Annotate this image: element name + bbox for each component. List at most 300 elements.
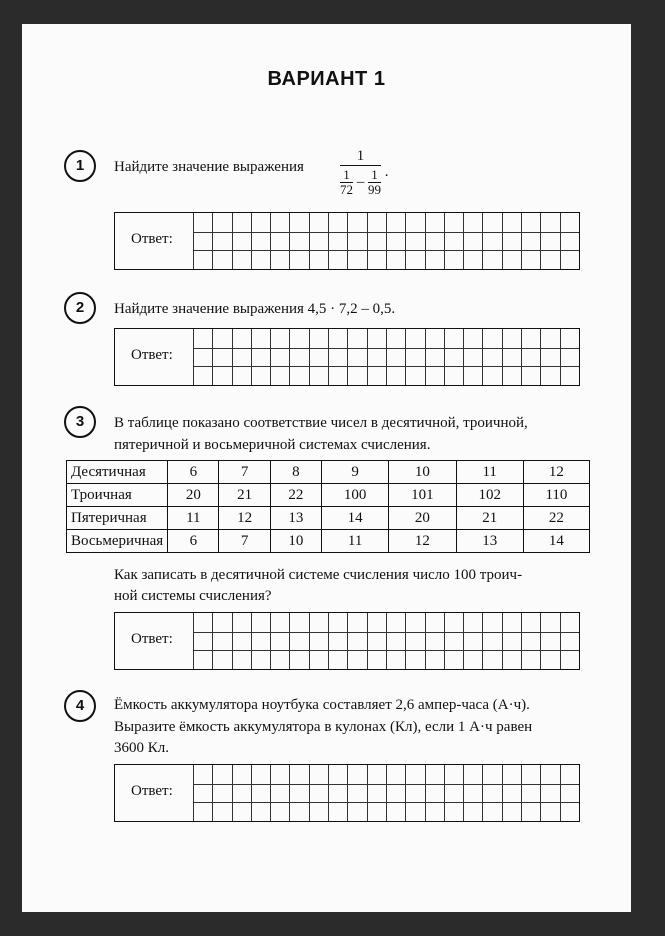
answer-cell[interactable]	[521, 250, 540, 269]
answer-cell[interactable]	[482, 250, 501, 269]
answer-cell[interactable]	[232, 784, 251, 803]
answer-cell[interactable]	[251, 213, 270, 232]
answer-cell[interactable]	[212, 802, 231, 821]
answer-cell[interactable]	[193, 232, 212, 251]
answer-cell[interactable]	[212, 765, 231, 784]
answer-cell[interactable]	[251, 329, 270, 348]
answer-cell[interactable]	[270, 232, 289, 251]
answer-cell[interactable]	[386, 784, 405, 803]
answer-cell[interactable]	[463, 250, 482, 269]
answer-cell[interactable]	[328, 348, 347, 367]
answer-cell[interactable]	[540, 784, 559, 803]
sub-fraction-2-num: 1	[368, 168, 381, 183]
sub-fraction-1-den: 72	[340, 182, 353, 197]
answer-cell[interactable]	[309, 213, 328, 232]
answer-cell[interactable]	[347, 232, 366, 251]
answer-cell[interactable]	[328, 784, 347, 803]
answer-cell[interactable]	[328, 802, 347, 821]
answer-cell[interactable]	[444, 232, 463, 251]
answer-cell[interactable]	[386, 213, 405, 232]
table-row	[67, 461, 590, 484]
answer-cell[interactable]	[405, 348, 424, 367]
answer-cell[interactable]	[367, 802, 386, 821]
question-4-text-line3: 3600 Кл.	[114, 740, 169, 756]
answer-cell[interactable]	[405, 613, 424, 632]
answer-cell[interactable]	[405, 366, 424, 385]
answer-cell[interactable]	[502, 348, 521, 367]
answer-cell[interactable]	[444, 366, 463, 385]
answer-cell[interactable]	[444, 765, 463, 784]
answer-cell[interactable]	[405, 232, 424, 251]
answer-cell[interactable]	[405, 329, 424, 348]
answer-cell[interactable]	[347, 802, 366, 821]
table-cell: 6	[168, 461, 219, 484]
answer-cell[interactable]	[309, 765, 328, 784]
answer-cell[interactable]	[347, 213, 366, 232]
question-3-text-line2: пятеричной и восьмеричной системах счисления.	[114, 437, 431, 453]
answer-label-3: Ответ:	[131, 631, 173, 647]
answer-cell[interactable]	[521, 348, 540, 367]
answer-cell[interactable]	[482, 213, 501, 232]
answer-cell[interactable]	[367, 348, 386, 367]
table-cell: 12	[523, 461, 589, 484]
answer-cell[interactable]	[251, 802, 270, 821]
answer-cell[interactable]	[560, 765, 579, 784]
row-header-cell: Троичная	[67, 484, 168, 507]
answer-box-4[interactable]	[114, 764, 580, 822]
answer-cell[interactable]	[289, 348, 308, 367]
answer-cell[interactable]	[560, 213, 579, 232]
question-number-1: 1	[64, 150, 96, 182]
answer-cell[interactable]	[560, 250, 579, 269]
question-number-3: 3	[64, 406, 96, 438]
answer-cell[interactable]	[560, 232, 579, 251]
answer-cell[interactable]	[251, 784, 270, 803]
answer-cell[interactable]	[328, 232, 347, 251]
answer-cell[interactable]	[425, 213, 444, 232]
answer-cell[interactable]	[251, 632, 270, 651]
answer-cell[interactable]	[386, 348, 405, 367]
answer-cell[interactable]	[193, 348, 212, 367]
answer-cell[interactable]	[405, 765, 424, 784]
answer-cell[interactable]	[270, 366, 289, 385]
table-cell: 12	[389, 530, 456, 553]
table-cell: 11	[168, 507, 219, 530]
answer-cell[interactable]	[328, 650, 347, 669]
page-title: ВАРИАНТ 1	[267, 68, 386, 90]
table-row	[67, 484, 590, 507]
answer-cell[interactable]	[367, 784, 386, 803]
answer-cell[interactable]	[482, 784, 501, 803]
answer-cell[interactable]	[425, 632, 444, 651]
answer-cell[interactable]	[405, 632, 424, 651]
question-3-text-line1: В таблице показано соответствие чисел в десятичной, троичной,	[114, 415, 528, 431]
answer-cell[interactable]	[212, 329, 231, 348]
answer-cell[interactable]	[425, 802, 444, 821]
answer-cell[interactable]	[482, 348, 501, 367]
row-header-cell: Восьмеричная	[67, 530, 168, 553]
answer-cell[interactable]	[289, 250, 308, 269]
answer-cell[interactable]	[482, 765, 501, 784]
answer-cell[interactable]	[347, 329, 366, 348]
answer-cell[interactable]	[521, 613, 540, 632]
answer-cell[interactable]	[444, 348, 463, 367]
answer-box-3[interactable]	[114, 612, 580, 670]
answer-cell[interactable]	[309, 632, 328, 651]
answer-cell[interactable]	[521, 632, 540, 651]
answer-cell[interactable]	[270, 348, 289, 367]
expression-end: .	[384, 163, 389, 180]
answer-cell[interactable]	[232, 213, 251, 232]
answer-cell[interactable]	[482, 613, 501, 632]
answer-cell[interactable]	[212, 348, 231, 367]
table-row	[67, 507, 590, 530]
answer-cell[interactable]	[270, 802, 289, 821]
main-denominator	[340, 166, 381, 197]
answer-cell[interactable]	[270, 250, 289, 269]
answer-cell[interactable]	[560, 632, 579, 651]
answer-cell[interactable]	[328, 613, 347, 632]
answer-cell[interactable]	[193, 765, 212, 784]
answer-cell[interactable]	[367, 650, 386, 669]
answer-cell[interactable]	[251, 765, 270, 784]
answer-cell[interactable]	[463, 765, 482, 784]
answer-cell[interactable]	[540, 232, 559, 251]
answer-cell[interactable]	[232, 632, 251, 651]
answer-cell[interactable]	[482, 366, 501, 385]
answer-cell[interactable]	[463, 650, 482, 669]
answer-cell[interactable]	[212, 650, 231, 669]
answer-cell[interactable]	[425, 650, 444, 669]
answer-cell[interactable]	[502, 784, 521, 803]
answer-cell[interactable]	[463, 632, 482, 651]
table-cell: 7	[219, 461, 270, 484]
answer-cell[interactable]	[386, 650, 405, 669]
table-cell: 6	[168, 530, 219, 553]
minus-sign: –	[356, 173, 365, 190]
answer-cell[interactable]	[328, 250, 347, 269]
answer-cell[interactable]	[482, 329, 501, 348]
answer-cell[interactable]	[232, 329, 251, 348]
answer-cell[interactable]	[251, 250, 270, 269]
answer-cell[interactable]	[502, 213, 521, 232]
answer-cell[interactable]	[328, 213, 347, 232]
answer-cell[interactable]	[367, 329, 386, 348]
answer-cell[interactable]	[386, 802, 405, 821]
answer-cell[interactable]	[463, 213, 482, 232]
answer-cell[interactable]	[540, 250, 559, 269]
answer-cell[interactable]	[540, 632, 559, 651]
table-cell: 14	[523, 530, 589, 553]
answer-cell[interactable]	[444, 329, 463, 348]
answer-cell[interactable]	[540, 366, 559, 385]
answer-cell[interactable]	[502, 632, 521, 651]
answer-cell[interactable]	[502, 329, 521, 348]
answer-cell[interactable]	[405, 650, 424, 669]
answer-cell[interactable]	[502, 802, 521, 821]
answer-cell[interactable]	[251, 366, 270, 385]
answer-cell[interactable]	[212, 366, 231, 385]
answer-cell[interactable]	[347, 632, 366, 651]
answer-cell[interactable]	[425, 765, 444, 784]
answer-cell[interactable]	[232, 232, 251, 251]
table-cell: 21	[219, 484, 270, 507]
sub-fraction-1-num: 1	[340, 168, 353, 183]
answer-cell[interactable]	[502, 250, 521, 269]
answer-cell[interactable]	[405, 213, 424, 232]
answer-cell[interactable]	[367, 232, 386, 251]
table-cell: 11	[456, 461, 523, 484]
answer-cell[interactable]	[232, 765, 251, 784]
answer-cell[interactable]	[309, 802, 328, 821]
answer-cell[interactable]	[289, 232, 308, 251]
table-cell: 7	[219, 530, 270, 553]
answer-cell[interactable]	[502, 613, 521, 632]
answer-cell[interactable]	[193, 784, 212, 803]
table-cell: 110	[523, 484, 589, 507]
answer-cell[interactable]	[386, 613, 405, 632]
answer-cell[interactable]	[193, 632, 212, 651]
answer-cell[interactable]	[463, 613, 482, 632]
table-row	[67, 530, 590, 553]
answer-cell[interactable]	[289, 632, 308, 651]
answer-cell[interactable]	[386, 232, 405, 251]
answer-cell[interactable]	[502, 232, 521, 251]
row-header-cell: Десятичная	[67, 461, 168, 484]
answer-cell[interactable]	[251, 348, 270, 367]
answer-cell[interactable]	[367, 632, 386, 651]
answer-cell[interactable]	[270, 213, 289, 232]
table-cell: 102	[456, 484, 523, 507]
answer-cell[interactable]	[309, 329, 328, 348]
answer-cell[interactable]	[270, 784, 289, 803]
answer-cell[interactable]	[560, 784, 579, 803]
answer-cell[interactable]	[289, 366, 308, 385]
question-1-expression	[340, 148, 389, 197]
answer-cell[interactable]	[444, 802, 463, 821]
table-cell: 8	[270, 461, 321, 484]
answer-cell[interactable]	[482, 802, 501, 821]
answer-cell[interactable]	[444, 613, 463, 632]
answer-cell[interactable]	[347, 348, 366, 367]
answer-cell[interactable]	[405, 784, 424, 803]
answer-cell[interactable]	[367, 765, 386, 784]
answer-cell[interactable]	[367, 213, 386, 232]
answer-cell[interactable]	[309, 613, 328, 632]
answer-cell[interactable]	[540, 348, 559, 367]
answer-cell[interactable]	[502, 650, 521, 669]
answer-cell[interactable]	[540, 613, 559, 632]
answer-cell[interactable]	[386, 632, 405, 651]
answer-cell[interactable]	[270, 329, 289, 348]
answer-cell[interactable]	[482, 632, 501, 651]
answer-cell[interactable]	[405, 250, 424, 269]
answer-cell[interactable]	[540, 802, 559, 821]
answer-cell[interactable]	[309, 784, 328, 803]
answer-cell[interactable]	[328, 366, 347, 385]
answer-cell[interactable]	[270, 765, 289, 784]
answer-cell[interactable]	[463, 784, 482, 803]
answer-cell[interactable]	[289, 765, 308, 784]
answer-label-4: Ответ:	[131, 783, 173, 799]
answer-cell[interactable]	[540, 213, 559, 232]
answer-cell[interactable]	[521, 329, 540, 348]
answer-cell[interactable]	[444, 650, 463, 669]
answer-cell[interactable]	[463, 329, 482, 348]
answer-cell[interactable]	[193, 213, 212, 232]
answer-cell[interactable]	[521, 650, 540, 669]
answer-cell[interactable]	[560, 366, 579, 385]
answer-cell[interactable]	[347, 250, 366, 269]
answer-cell[interactable]	[386, 765, 405, 784]
answer-cell[interactable]	[463, 348, 482, 367]
answer-grid-2[interactable]	[193, 329, 579, 385]
answer-cell[interactable]	[309, 232, 328, 251]
answer-cell[interactable]	[193, 613, 212, 632]
answer-grid-4[interactable]	[193, 765, 579, 821]
table-cell: 10	[389, 461, 456, 484]
answer-cell[interactable]	[560, 348, 579, 367]
answer-cell[interactable]	[289, 213, 308, 232]
answer-cell[interactable]	[212, 232, 231, 251]
question-number-4: 4	[64, 690, 96, 722]
answer-cell[interactable]	[347, 650, 366, 669]
answer-cell[interactable]	[309, 650, 328, 669]
answer-cell[interactable]	[328, 765, 347, 784]
answer-cell[interactable]	[328, 632, 347, 651]
answer-cell[interactable]	[367, 250, 386, 269]
sub-fraction-1	[340, 168, 353, 197]
answer-box-2[interactable]	[114, 328, 580, 386]
answer-cell[interactable]	[347, 765, 366, 784]
sub-fraction-2	[368, 168, 381, 197]
answer-cell[interactable]	[463, 232, 482, 251]
answer-cell[interactable]	[425, 613, 444, 632]
answer-cell[interactable]	[444, 632, 463, 651]
answer-cell[interactable]	[232, 613, 251, 632]
question-2-text: Найдите значение выражения 4,5 · 7,2 – 0,5.	[114, 301, 396, 317]
answer-cell[interactable]	[251, 232, 270, 251]
answer-box-1[interactable]	[114, 212, 580, 270]
table-cell: 20	[168, 484, 219, 507]
question-4-text-line2: Выразите ёмкость аккумулятора в кулонах (Кл), если 1 А·ч равен	[114, 719, 533, 735]
worksheet-page	[22, 24, 631, 912]
answer-grid-3[interactable]	[193, 613, 579, 669]
table-cell: 100	[321, 484, 388, 507]
answer-cell[interactable]	[212, 632, 231, 651]
answer-cell[interactable]	[193, 650, 212, 669]
question-number-2: 2	[64, 292, 96, 324]
question-3-prompt-line1: Как записать в десятичной системе счисления число 100 троич-	[114, 567, 523, 583]
answer-cell[interactable]	[560, 329, 579, 348]
answer-cell[interactable]	[232, 348, 251, 367]
answer-cell[interactable]	[270, 632, 289, 651]
answer-cell[interactable]	[521, 213, 540, 232]
answer-cell[interactable]	[482, 232, 501, 251]
answer-cell[interactable]	[289, 802, 308, 821]
answer-cell[interactable]	[193, 250, 212, 269]
answer-cell[interactable]	[347, 613, 366, 632]
answer-cell[interactable]	[425, 250, 444, 269]
answer-cell[interactable]	[482, 650, 501, 669]
answer-cell[interactable]	[386, 366, 405, 385]
answer-cell[interactable]	[212, 250, 231, 269]
answer-cell[interactable]	[232, 802, 251, 821]
answer-cell[interactable]	[270, 650, 289, 669]
answer-cell[interactable]	[289, 329, 308, 348]
answer-label-2: Ответ:	[131, 347, 173, 363]
answer-cell[interactable]	[251, 650, 270, 669]
answer-cell[interactable]	[232, 650, 251, 669]
answer-cell[interactable]	[289, 650, 308, 669]
answer-cell[interactable]	[367, 613, 386, 632]
answer-cell[interactable]	[309, 348, 328, 367]
answer-cell[interactable]	[367, 366, 386, 385]
answer-cell[interactable]	[425, 348, 444, 367]
answer-cell[interactable]	[425, 784, 444, 803]
answer-cell[interactable]	[212, 613, 231, 632]
answer-cell[interactable]	[463, 802, 482, 821]
answer-cell[interactable]	[521, 232, 540, 251]
answer-cell[interactable]	[463, 366, 482, 385]
question-1-text: Найдите значение выражения	[114, 159, 304, 175]
answer-grid-1[interactable]	[193, 213, 579, 269]
answer-cell[interactable]	[444, 250, 463, 269]
answer-cell[interactable]	[560, 802, 579, 821]
answer-cell[interactable]	[560, 613, 579, 632]
answer-cell[interactable]	[289, 784, 308, 803]
answer-cell[interactable]	[232, 366, 251, 385]
table-cell: 12	[219, 507, 270, 530]
answer-cell[interactable]	[386, 329, 405, 348]
answer-cell[interactable]	[540, 329, 559, 348]
answer-cell[interactable]	[212, 213, 231, 232]
answer-cell[interactable]	[502, 765, 521, 784]
answer-cell[interactable]	[309, 250, 328, 269]
answer-cell[interactable]	[444, 784, 463, 803]
answer-cell[interactable]	[251, 613, 270, 632]
table-cell: 22	[523, 507, 589, 530]
answer-cell[interactable]	[560, 650, 579, 669]
answer-cell[interactable]	[405, 802, 424, 821]
answer-cell[interactable]	[521, 765, 540, 784]
answer-cell[interactable]	[540, 650, 559, 669]
answer-cell[interactable]	[347, 784, 366, 803]
answer-cell[interactable]	[425, 232, 444, 251]
answer-cell[interactable]	[521, 366, 540, 385]
answer-cell[interactable]	[425, 329, 444, 348]
answer-cell[interactable]	[212, 784, 231, 803]
answer-cell[interactable]	[193, 329, 212, 348]
answer-cell[interactable]	[347, 366, 366, 385]
answer-cell[interactable]	[386, 250, 405, 269]
answer-cell[interactable]	[328, 329, 347, 348]
answer-cell[interactable]	[193, 366, 212, 385]
question-4-text-line1: Ёмкость аккумулятора ноутбука составляет 2,6 ампер-часа (А·ч).	[114, 697, 530, 713]
answer-cell[interactable]	[425, 366, 444, 385]
answer-cell[interactable]	[521, 784, 540, 803]
answer-cell[interactable]	[540, 765, 559, 784]
answer-cell[interactable]	[309, 366, 328, 385]
main-numerator: 1	[340, 148, 381, 166]
answer-cell[interactable]	[270, 613, 289, 632]
answer-cell[interactable]	[289, 613, 308, 632]
answer-cell[interactable]	[232, 250, 251, 269]
answer-cell[interactable]	[521, 802, 540, 821]
answer-cell[interactable]	[502, 366, 521, 385]
answer-cell[interactable]	[193, 802, 212, 821]
answer-cell[interactable]	[444, 213, 463, 232]
